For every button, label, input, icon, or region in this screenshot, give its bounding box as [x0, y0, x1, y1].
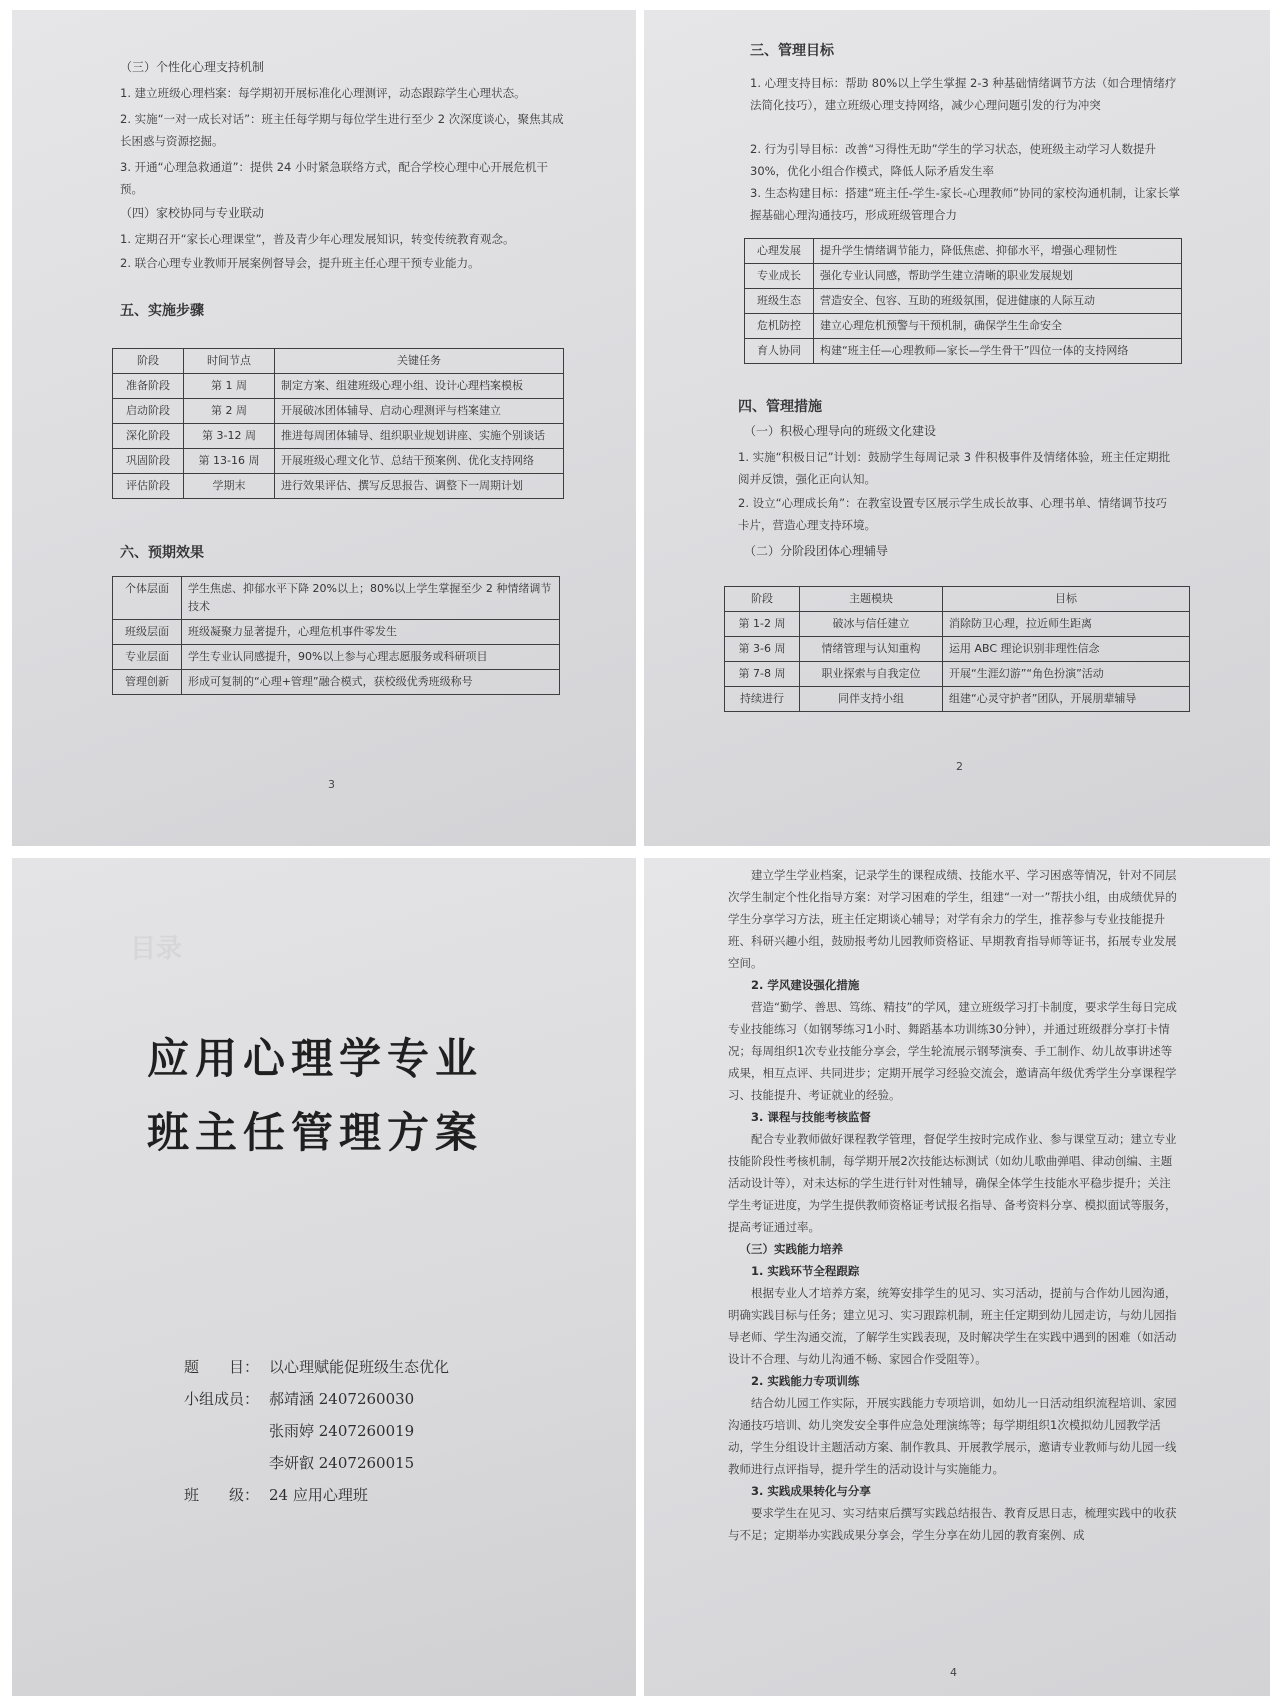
paragraph: 要求学生在见习、实习结束后撰写实践总结报告、教育反思日志，梳理实践中的收获与不足；定期举办实践成果分享会，学生分享在幼儿园的教育案例、成 — [728, 1506, 1177, 1542]
cover-topic — [184, 1356, 449, 1377]
heading: 2. 实践能力专项训练 — [751, 1374, 860, 1388]
table-cell: 建立心理危机预警与干预机制，确保学生生命安全 — [814, 314, 1182, 339]
paragraph: 建立学生学业档案，记录学生的课程成绩、技能水平、学习困惑等情况，针对不同层次学生制定个性化指导方案：对学习困难的学生，组建“一对一”帮扶小组，由成绩优异的学生分享学习方法，班主任定期谈心辅导；对学有余力的学生，推荐参与专业技能提升班、科研兴趣小组，鼓励报考幼儿园教师资格证、早期教育指导师等证书，拓展专业发展空间。 — [728, 868, 1177, 970]
mech-item-1: 1. 建立班级心理档案：每学期初开展标准化心理测评，动态跟踪学生心理状态。 — [120, 86, 526, 100]
paragraph: 营造“勤学、善思、笃练、精技”的学风，建立班级学习打卡制度，要求学生每日完成专业技能练习（如钢琴练习1小时、舞蹈基本功训练30分钟），并通过班级群分享打卡情况；每周组织1次专业技能分享会，学生轮流展示钢琴演奏、手工制作、幼儿故事讲述等成果，相互点评、共同进步；定期开展学习经验交流会，邀请高年级优秀学生分享课程学习、技能提升、考证就业的经验。 — [728, 1000, 1177, 1102]
table-cell: 班级凝聚力显著提升，心理危机事件零发生 — [182, 620, 560, 645]
table-cell: 专业层面 — [113, 645, 182, 670]
heading: 3. 课程与技能考核监督 — [751, 1110, 871, 1124]
page-number: 2 — [956, 760, 963, 773]
table-row — [113, 620, 560, 645]
table-header-row — [113, 349, 564, 374]
class-value: 24 应用心理班 — [269, 1486, 368, 1504]
table-cell: 危机防控 — [745, 314, 814, 339]
cover-class — [184, 1484, 368, 1505]
table-row — [725, 687, 1190, 712]
section-heading-home: （四）家校协同与专业联动 — [120, 206, 265, 220]
goal-item-3: 3. 生态构建目标：搭建“班主任-学生-家长-心理教师”协同的家校沟通机制，让家长掌握基础心理沟通技巧，形成班级管理合力 — [750, 186, 1180, 222]
header-cell: 阶段 — [113, 349, 184, 374]
table-cell: 深化阶段 — [113, 424, 184, 449]
table-cell: 准备阶段 — [113, 374, 184, 399]
topic-label: 题 目： — [184, 1358, 260, 1376]
effects-table — [112, 576, 560, 695]
table-cell: 制定方案、组建班级心理小组、设计心理档案模板 — [275, 374, 564, 399]
paragraph: 结合幼儿园工作实际，开展实践能力专项培训，如幼儿一日活动组织流程培训、家园沟通技巧培训、幼儿突发安全事件应急处理演练等；每学期组织1次模拟幼儿园教学活动，学生分组设计主题活动方案、制作教具、开展教学展示，邀请专业教师与幼儿园一线教师进行点评指导，提升学生的活动设计与实施能力。 — [728, 1396, 1177, 1476]
table-cell: 同伴支持小组 — [800, 687, 943, 712]
cover-members — [184, 1388, 414, 1409]
table-cell: 组建“心灵守护者”团队，开展朋辈辅导 — [943, 687, 1190, 712]
table-row — [113, 374, 564, 399]
table-cell: 心理发展 — [745, 239, 814, 264]
photo-page-2 — [644, 10, 1270, 846]
paragraph: 根据专业人才培养方案，统筹安排学生的见习、实习活动，提前与合作幼儿园沟通，明确实践目标与任务；建立见习、实习跟踪机制，班主任定期到幼儿园走访，与幼儿园指导老师、学生沟通交流，了解学生实践表现，及时解决学生在实践中遇到的困难（如活动设计不合理、与幼儿沟通不畅、家园合作受阻等）。 — [728, 1286, 1177, 1366]
table-cell: 构建“班主任—心理教师—家长—学生骨干”四位一体的支持网络 — [814, 339, 1182, 364]
table-cell: 情绪管理与认知重构 — [800, 637, 943, 662]
header-cell: 目标 — [943, 587, 1190, 612]
page-number: 3 — [328, 778, 335, 791]
table-cell: 学生焦虑、抑郁水平下降 20%以上；80%以上学生掌握至少 2 种情绪调节技术 — [182, 577, 560, 620]
table-row — [745, 239, 1182, 264]
table-row — [113, 670, 560, 695]
heading: 2. 学风建设强化措施 — [751, 978, 860, 992]
table-cell: 个体层面 — [113, 577, 182, 620]
steps-heading: 五、实施步骤 — [120, 303, 204, 319]
table-row — [725, 662, 1190, 687]
table-cell: 开展“生涯幻游”“角色扮演”活动 — [943, 662, 1190, 687]
table-cell: 专业成长 — [745, 264, 814, 289]
member-2: 张雨婷 2407260019 — [269, 1422, 415, 1440]
table-cell: 提升学生情绪调节能力，降低焦虑、抑郁水平，增强心理韧性 — [814, 239, 1182, 264]
table-row — [113, 449, 564, 474]
goal-item-2: 2. 行为引导目标：改善“习得性无助”学生的学习状态，使班级主动学习人数提升 30%，优化小组合作模式，降低人际矛盾发生率 — [750, 142, 1157, 178]
table-row — [725, 637, 1190, 662]
table-row — [745, 264, 1182, 289]
culture-item-1: 1. 实施“积极日记”计划：鼓励学生每周记录 3 件积极事件及情绪体验，班主任定期批阅并反馈，强化正向认知。 — [738, 450, 1171, 486]
table-row — [113, 474, 564, 499]
cover-member-3 — [269, 1452, 414, 1473]
table-cell: 推进每周团体辅导、组织职业规划讲座、实施个别谈话 — [275, 424, 564, 449]
table-cell: 开展班级心理文化节、总结干预案例、优化支持网络 — [275, 449, 564, 474]
cover-member-2 — [269, 1420, 414, 1441]
member-1: 郝靖涵 2407260030 — [269, 1390, 415, 1408]
table-cell: 运用 ABC 理论识别非理性信念 — [943, 637, 1190, 662]
mech-item-2: 2. 实施“一对一成长对话”：班主任每学期与每位学生进行至少 2 次深度谈心，聚焦其成长困惑与资源挖掘。 — [120, 112, 564, 148]
table-row — [113, 645, 560, 670]
table-cell: 第 7-8 周 — [725, 662, 800, 687]
table-cell: 破冰与信任建立 — [800, 612, 943, 637]
table-cell: 育人协同 — [745, 339, 814, 364]
table-cell: 营造安全、包容、互助的班级氛围，促进健康的人际互动 — [814, 289, 1182, 314]
heading: （三）实践能力培养 — [739, 1242, 843, 1256]
header-cell: 阶段 — [725, 587, 800, 612]
table-cell: 职业探索与自我定位 — [800, 662, 943, 687]
steps-table — [112, 348, 564, 499]
table-cell: 学期末 — [184, 474, 275, 499]
table-cell: 开展破冰团体辅导、启动心理测评与档案建立 — [275, 399, 564, 424]
photo-cover-page — [12, 858, 636, 1696]
section-heading-mech: （三）个性化心理支持机制 — [120, 60, 265, 74]
table-row — [113, 577, 560, 620]
paper-sheet — [12, 858, 636, 1696]
photo-page-4 — [644, 858, 1270, 1696]
table-cell: 班级层面 — [113, 620, 182, 645]
goal-item-1: 1. 心理支持目标：帮助 80%以上学生掌握 2-3 种基础情绪调节方法（如合理情绪疗法简化技巧），建立班级心理支持网络，减少心理问题引发的行为冲突 — [750, 76, 1177, 112]
home-item-2: 2. 联合心理专业教师开展案例督导会，提升班主任心理干预专业能力。 — [120, 256, 480, 270]
bleed-through-heading: 目录 — [130, 934, 183, 964]
measures-heading: 四、管理措施 — [738, 399, 822, 415]
table-cell: 启动阶段 — [113, 399, 184, 424]
paragraph: 配合专业教师做好课程教学管理，督促学生按时完成作业、参与课堂互动；建立专业技能阶段性考核机制，每学期开展2次技能达标测试（如幼儿歌曲弹唱、律动创编、主题活动设计等），对未达标的学生进行针对性辅导，确保全体学生技能水平稳步提升；关注学生考证进度，为学生提供教师资格证考试报名指导、备考资料分享、模拟面试等服务，提高考证通过率。 — [728, 1132, 1177, 1234]
heading: 3. 实践成果转化与分享 — [751, 1484, 871, 1498]
culture-item-2: 2. 设立“心理成长角”：在教室设置专区展示学生成长故事、心理书单、情绪调节技巧卡片，营造心理支持环境。 — [738, 496, 1168, 532]
cover-title-line-1: 应用心理学专业 — [147, 1034, 484, 1083]
table-header-row — [725, 587, 1190, 612]
header-cell: 主题模块 — [800, 587, 943, 612]
home-item-1: 1. 定期召开“家长心理课堂”，普及青少年心理发展知识，转变传统教育观念。 — [120, 232, 515, 246]
table-cell: 学生专业认同感提升，90%以上参与心理志愿服务或科研项目 — [182, 645, 560, 670]
heading: 1. 实践环节全程跟踪 — [751, 1264, 860, 1278]
table-cell: 第 1-2 周 — [725, 612, 800, 637]
header-cell: 关键任务 — [275, 349, 564, 374]
goals-heading: 三、管理目标 — [750, 43, 834, 59]
table-cell: 第 3-6 周 — [725, 637, 800, 662]
table-cell: 第 1 周 — [184, 374, 275, 399]
mech-item-3: 3. 开通“心理急救通道”：提供 24 小时紧急联络方式，配合学校心理中心开展危机干预。 — [120, 160, 548, 196]
member-3: 李妍叡 2407260015 — [269, 1454, 415, 1472]
page4-body — [728, 864, 1178, 1546]
members-label: 小组成员： — [184, 1390, 260, 1408]
table-row — [725, 612, 1190, 637]
table-cell: 班级生态 — [745, 289, 814, 314]
table-row — [745, 314, 1182, 339]
goal-table — [744, 238, 1182, 364]
table-row — [745, 339, 1182, 364]
table-cell: 消除防卫心理，拉近师生距离 — [943, 612, 1190, 637]
table-cell: 进行效果评估、撰写反思报告、调整下一周期计划 — [275, 474, 564, 499]
table-cell: 管理创新 — [113, 670, 182, 695]
table-cell: 评估阶段 — [113, 474, 184, 499]
table-cell: 第 13-16 周 — [184, 449, 275, 474]
culture-heading: （一）积极心理导向的班级文化建设 — [744, 424, 937, 438]
table-cell: 形成可复制的“心理+管理”融合模式，获校级优秀班级称号 — [182, 670, 560, 695]
table-cell: 第 2 周 — [184, 399, 275, 424]
topic-value: 以心理赋能促班级生态优化 — [269, 1358, 450, 1376]
table-row — [113, 399, 564, 424]
photo-page-3 — [12, 10, 636, 846]
table-cell: 巩固阶段 — [113, 449, 184, 474]
group-table — [724, 586, 1190, 712]
table-cell: 持续进行 — [725, 687, 800, 712]
table-cell: 强化专业认同感，帮助学生建立清晰的职业发展规划 — [814, 264, 1182, 289]
table-row — [113, 424, 564, 449]
class-label: 班 级： — [184, 1486, 260, 1504]
page-number: 4 — [950, 1666, 957, 1679]
cover-title-line-2: 班主任管理方案 — [147, 1108, 484, 1157]
paper-sheet — [644, 10, 1270, 846]
table-cell: 第 3-12 周 — [184, 424, 275, 449]
effects-heading: 六、预期效果 — [120, 545, 204, 561]
table-row — [745, 289, 1182, 314]
group-heading: （二）分阶段团体心理辅导 — [744, 544, 889, 558]
header-cell: 时间节点 — [184, 349, 275, 374]
